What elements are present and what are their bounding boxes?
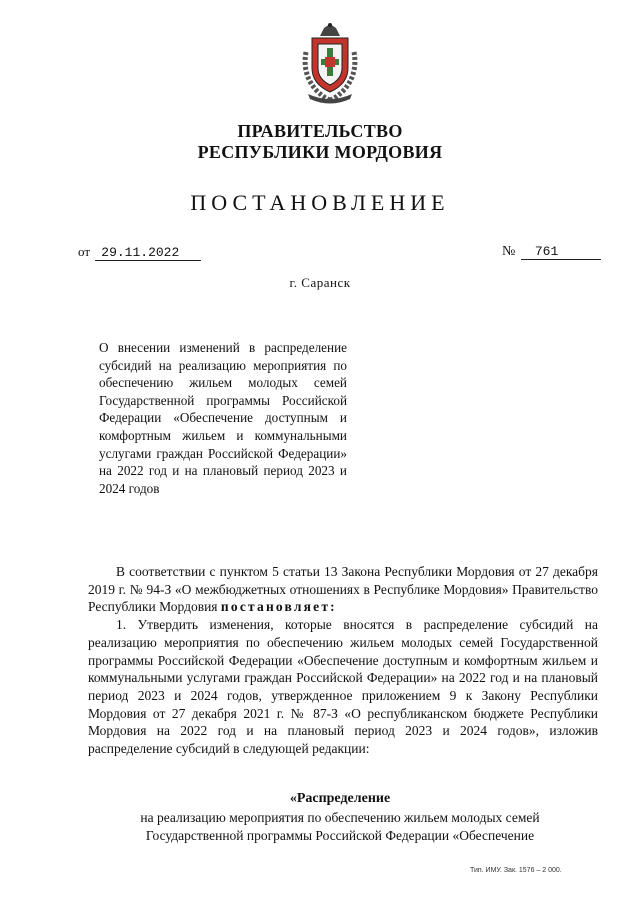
distribution-subtitle-line1: на реализацию мероприятия по обеспечению жильем молодых семей [140,810,540,825]
government-name-line2: РЕСПУБЛИКИ МОРДОВИЯ [197,142,443,162]
coat-of-arms-icon [298,22,362,104]
distribution-subtitle [80,809,600,845]
number-value: 761 [521,244,601,260]
document-subject: О внесении изменений в распределение субсидий на реализацию мероприятия по обеспечению жильем молодых семей Государственной программы Российской Федерации «Обеспечение доступным и комфортным жильем и коммунальными услугами граждан Российской Федерации» на 2022 год и на плановый период 2023 и 2024 годов [99,340,347,496]
government-name-line1: ПРАВИТЕЛЬСТВО [237,121,403,141]
date-prefix: от [78,244,91,259]
printer-mark: Тип. ИМУ. Зак. 1576 – 2 000. [470,867,562,874]
document-date [78,244,201,261]
document-body [88,563,598,758]
city-line: г. Саранск [289,275,351,290]
document-number [502,244,601,260]
date-value: 29.11.2022 [95,245,201,261]
distribution-title: «Распределение [289,791,391,806]
item-1-paragraph: 1. Утвердить изменения, которые вносятся в распределение субсидий на реализацию мероприятия по обеспечению жильем молодых семей Государственной программы Российской Федерации «Обеспечение доступным и комфортным жильем и коммунальными услугами граждан Российской Федерации» на 2022 год и на плановый период 2023 и 2024 годов, утвержденное приложением 9 к Закону Республики Мордовия от 27 декабря 2021 г. № 87-З «О республиканском бюджете Республики Мордовия на 2022 год и на плановый период 2023 и 2024 годов», изложив распределение субсидий в следующей редакции: [88,617,598,757]
document-type-title: ПОСТАНОВЛЕНИЕ [190,190,450,215]
number-prefix: № [502,244,516,259]
intro-paragraph [88,563,598,616]
decree-word: постановляет: [220,599,337,615]
distribution-subtitle-line2: Государственной программы Российской Федерации «Обеспечение [145,828,535,843]
intro-text: В соответствии с пунктом 5 статьи 13 Закона Республики Мордовия от 27 декабря 2019 г. № 94-З «О межбюджетных отношениях в Республике Мордовия» Правительство Республики Мордовия [88,564,598,615]
